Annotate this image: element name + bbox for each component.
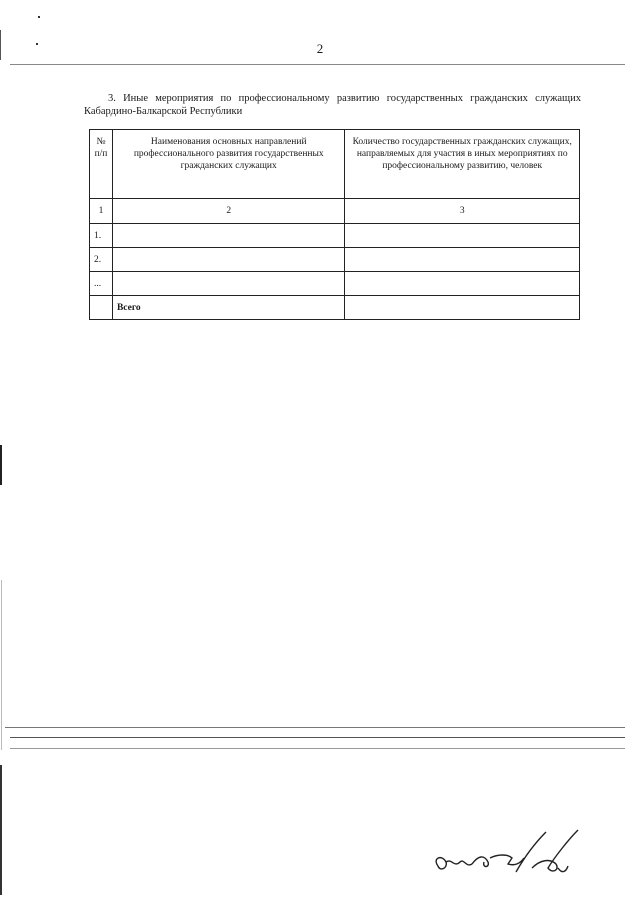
scan-line <box>5 727 625 728</box>
scan-line <box>10 64 625 65</box>
scan-edge <box>1 580 2 750</box>
header-count: Количество государственных гражданских служащих, направляемых для участия в иных мероприятиях по профессиональному развитию, человек <box>345 130 580 199</box>
total-number <box>90 296 113 320</box>
scan-edge <box>0 445 2 485</box>
row-direction <box>112 272 345 296</box>
header-number: № п/п <box>90 130 113 199</box>
scan-edge <box>0 765 2 895</box>
activities-table <box>89 129 580 320</box>
row-direction <box>112 224 345 248</box>
scan-speck <box>38 16 40 18</box>
row-count <box>345 224 580 248</box>
column-number: 3 <box>345 199 580 224</box>
total-label: Всего <box>112 296 345 320</box>
row-count <box>345 272 580 296</box>
handwritten-signature <box>428 828 588 888</box>
table-header-row <box>90 130 580 199</box>
table-row <box>90 224 580 248</box>
row-direction <box>112 248 345 272</box>
section-heading: 3. Иные мероприятия по профессиональному развитию государственных гражданских служащих Кабардино-Балкарской Республики <box>84 93 581 117</box>
row-count <box>345 248 580 272</box>
scan-speck <box>36 43 38 45</box>
table-total-row <box>90 296 580 320</box>
row-number: 2. <box>90 248 113 272</box>
table-row <box>90 248 580 272</box>
column-number: 1 <box>90 199 113 224</box>
total-count <box>345 296 580 320</box>
column-number: 2 <box>112 199 345 224</box>
scan-line <box>10 748 625 749</box>
scan-line <box>10 737 625 738</box>
table-row <box>90 272 580 296</box>
row-number: 1. <box>90 224 113 248</box>
scan-edge <box>0 30 1 60</box>
column-number-row <box>90 199 580 224</box>
row-number: ... <box>90 272 113 296</box>
page-number: 2 <box>316 41 324 56</box>
header-directions: Наименования основных направлений профессионального развития государственных гражданских служащих <box>112 130 345 199</box>
